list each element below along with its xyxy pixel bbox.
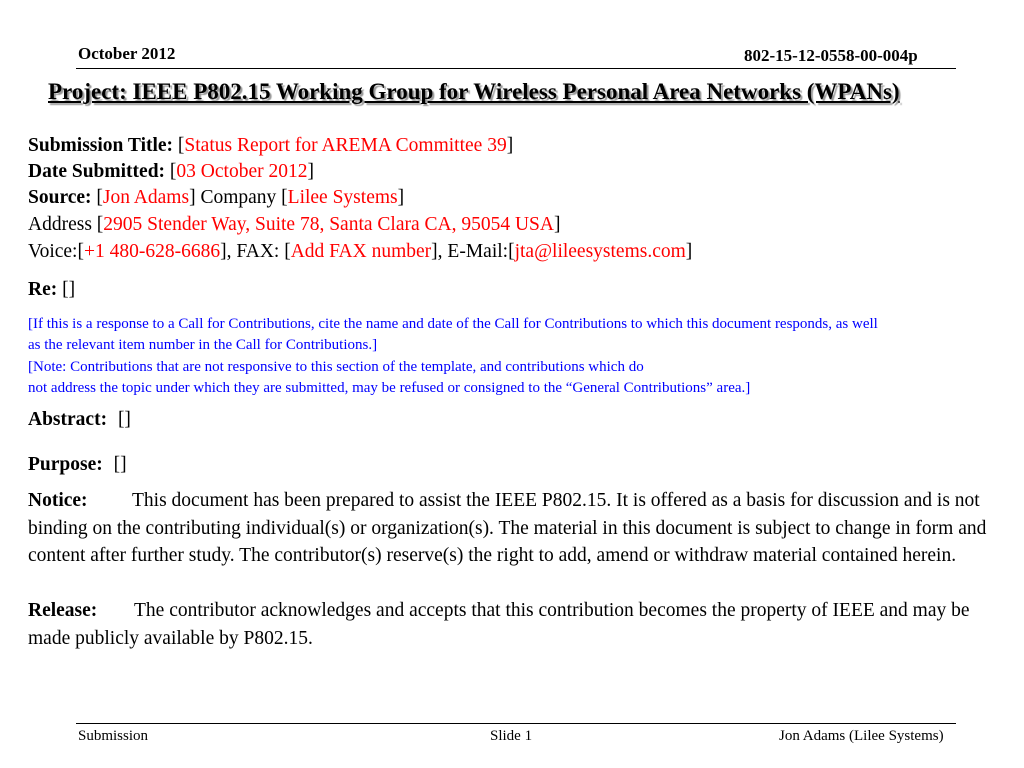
- header-doc-number: 802-15-12-0558-00-004p: [744, 46, 918, 65]
- footer-divider: [76, 723, 956, 724]
- submission-title-value: Status Report for AREMA Committee 39: [184, 135, 507, 156]
- date-submitted-value: 03 October 2012: [176, 161, 308, 182]
- date-submitted-line: Date Submitted: [03 October 2012]: [28, 161, 314, 182]
- header-divider: [76, 68, 956, 69]
- address-label: Address: [28, 214, 92, 235]
- project-title: Project: IEEE P802.15 Working Group for Wireless Personal Area Networks (WPANs): [48, 79, 900, 104]
- notice-label: Notice:: [28, 490, 88, 511]
- company-value: Lilee Systems: [287, 187, 398, 208]
- footer-slide-number: Slide 1: [490, 728, 533, 744]
- abstract-value: []: [117, 409, 131, 430]
- source-value: Jon Adams: [102, 187, 190, 208]
- footer-left: Submission: [78, 728, 149, 744]
- purpose-value: []: [113, 454, 127, 475]
- header-date: October 2012: [78, 44, 176, 63]
- address-line: Address [2905 Stender Way, Suite 78, Santa Clara CA, 95054 USA]: [28, 214, 561, 235]
- abstract-line: [28, 409, 131, 431]
- email-value: jta@lileesystems.com: [514, 241, 686, 262]
- note-line-4: not address the topic under which they are submitted, may be refused or consigned to the “General Contributions” area.]: [28, 380, 751, 396]
- re-label: Re:: [28, 279, 58, 300]
- purpose-label: Purpose:: [28, 454, 103, 475]
- notice-paragraph: [28, 487, 1014, 570]
- fax-label: , FAX:: [226, 241, 280, 262]
- voice-value: +1 480-628-6686: [83, 241, 221, 262]
- source-line: Source: [Jon Adams] Company [Lilee Systems]: [28, 187, 405, 208]
- re-line: [28, 279, 75, 301]
- voice-label: Voice:: [28, 241, 78, 262]
- re-value: []: [62, 279, 76, 300]
- fax-value: Add FAX number: [290, 241, 432, 262]
- submission-title-line: Submission Title: [Status Report for AREMA Committee 39]: [28, 135, 514, 156]
- note-line-1: [If this is a response to a Call for Contributions, cite the name and date of the Call for Contributions to which this document responds, as well: [28, 316, 878, 332]
- release-paragraph: [28, 597, 1014, 652]
- footer-right: Jon Adams (Lilee Systems): [779, 728, 944, 744]
- purpose-line: [28, 454, 127, 476]
- email-label: , E-Mail:: [437, 241, 509, 262]
- source-label: Source:: [28, 187, 92, 208]
- release-text: The contributor acknowledges and accepts that this contribution becomes the property of IEEE and may be made publicly available by P802.15.: [28, 600, 970, 649]
- abstract-label: Abstract:: [28, 409, 108, 430]
- address-value: 2905 Stender Way, Suite 78, Santa Clara CA, 95054 USA: [103, 214, 554, 235]
- note-line-2: as the relevant item number in the Call for Contributions.]: [28, 337, 378, 353]
- date-submitted-label: Date Submitted:: [28, 161, 166, 182]
- release-label: Release:: [28, 600, 98, 621]
- submission-title-label: Submission Title:: [28, 135, 174, 156]
- company-label: Company: [200, 187, 277, 208]
- contact-line: Voice:[+1 480-628-6686], FAX: [Add FAX number], E-Mail:[jta@lileesystems.com]: [28, 241, 693, 262]
- note-line-3: [Note: Contributions that are not responsive to this section of the template, and contributions which do: [28, 359, 644, 375]
- notice-text: This document has been prepared to assist the IEEE P802.15. It is offered as a basis for discussion and is not binding on the contributing individual(s) or organization(s). The material in this document is subject to change in form and content after further study. The contributor(s) reserve(s) the right to add, amend or withdraw material contained herein.: [28, 490, 987, 566]
